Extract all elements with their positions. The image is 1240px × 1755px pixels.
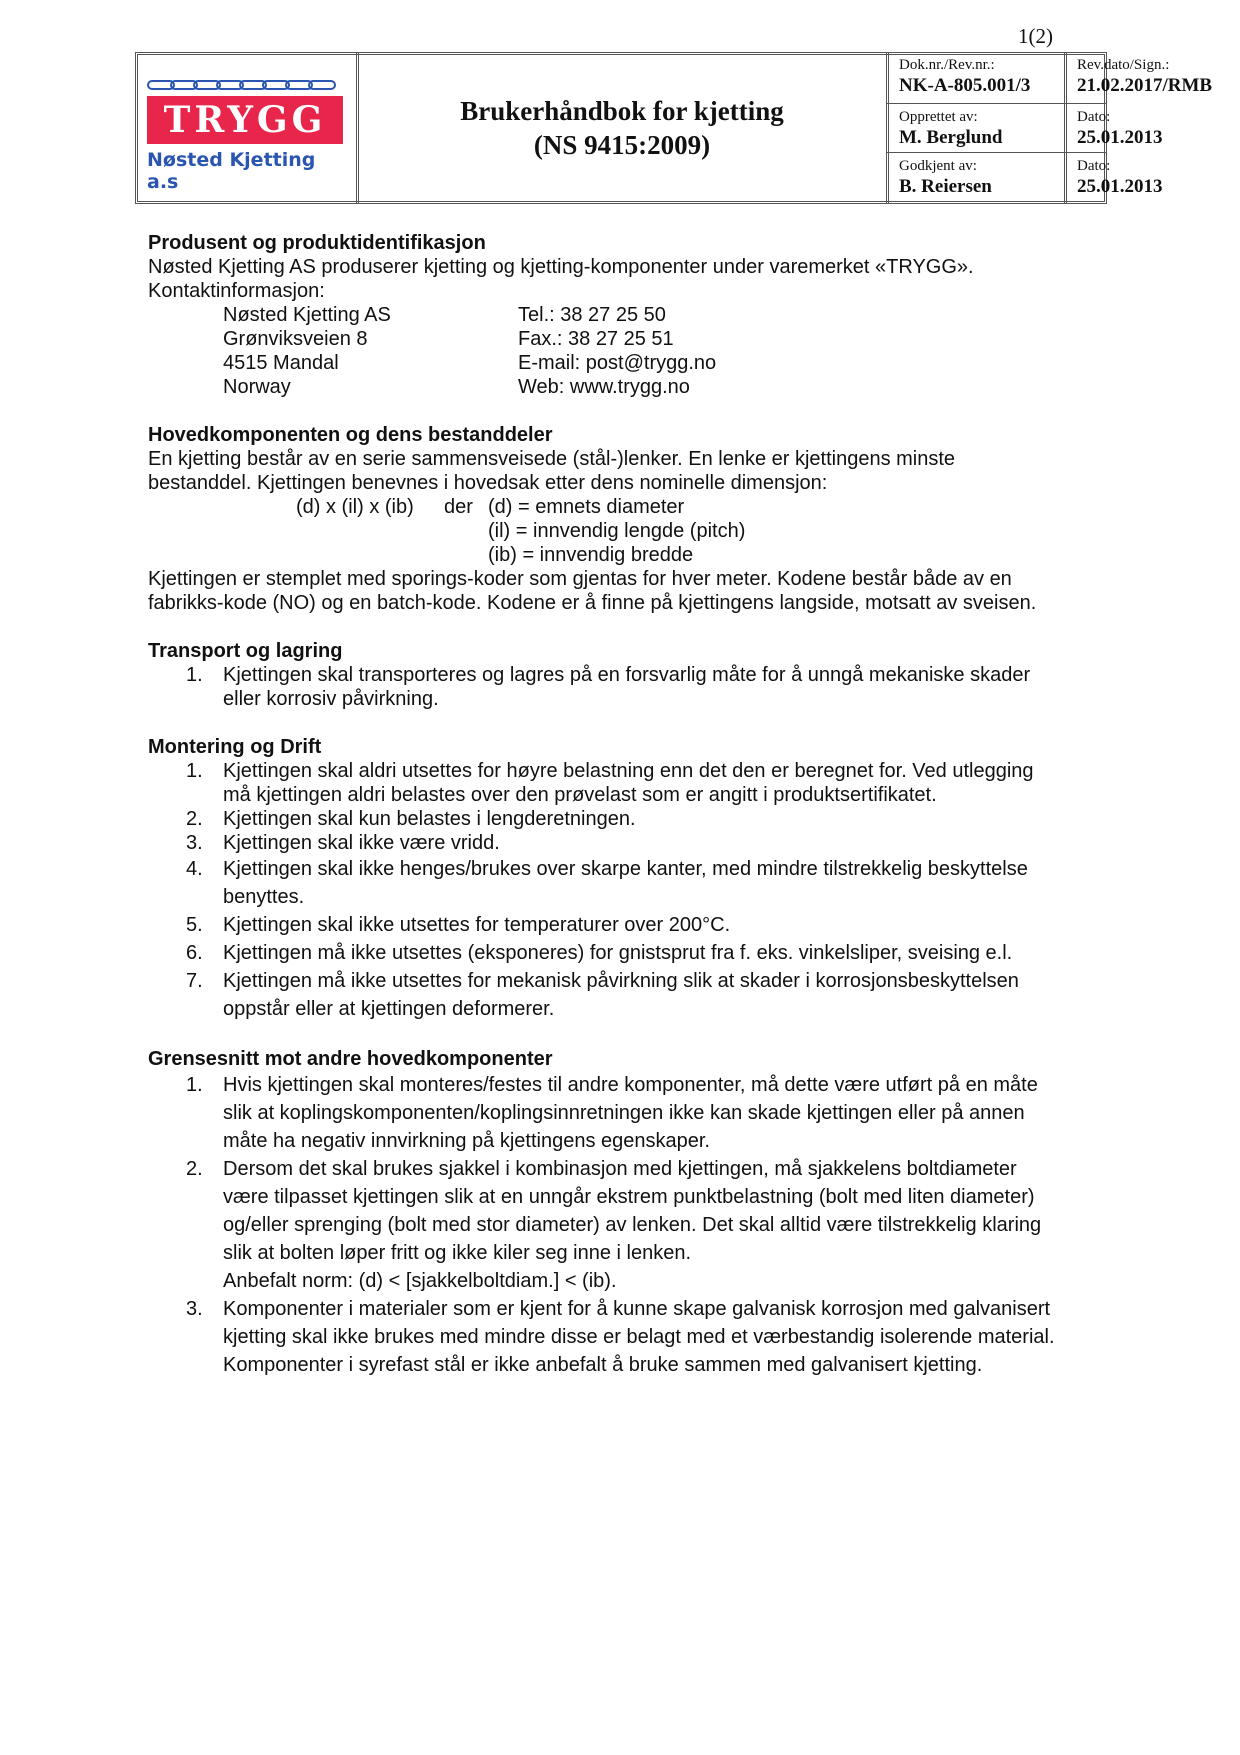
list-text [223,855,1108,911]
doc-number-label: Dok.nr./Rev.nr.: [899,57,995,73]
list-line: kjetting skal ikke brukes med mindre disse er belagt med et værbestandig isolerende material. [223,1326,1055,1348]
list-line: Anbefalt norm: (d) < [sjakkelboltdiam.] < (ib). [223,1270,617,1292]
section-title-transport: Transport og lagring [148,640,343,662]
formula-definition: (d) = emnets diameter [488,496,685,518]
list-item [148,855,1108,911]
dimension-formula [148,495,1108,567]
doc-number-value: NK-A-805.001/3 [899,75,1031,96]
approved-date-label: Dato: [1077,158,1111,174]
approved-by-label: Godkjent av: [899,158,977,174]
list-line: Kjettingen skal ikke henges/brukes over skarpe kanter, med mindre tilstrekkelig beskyttelse [223,858,1028,880]
doc-number-cell [889,52,1064,103]
contact-label: Kontaktinformasjon: [148,280,325,302]
logo [135,52,356,204]
list-item [148,1071,1108,1155]
list-number: 6. [186,942,203,964]
list-line: og/eller sprenging (bolt med stor diameter) av lenken. Det skal alltid være tilstrekkelig klaring [223,1214,1042,1236]
list-text [223,1071,1108,1155]
list-line: Kjettingen må ikke utsettes for mekanisk påvirkning slik at skader i korrosjonsbeskyttelsen [223,970,1019,992]
interface-list [148,1071,1108,1379]
section-title-mounting: Montering og Drift [148,736,322,758]
address-line: Nøsted Kjetting AS [223,304,391,326]
list-line: Kjettingen skal kun belastes i lengderetningen. [223,808,636,830]
list-number: 5. [186,914,203,936]
list-item [148,967,1108,1023]
list-number: 1. [186,664,203,686]
section-title-interface: Grensesnitt mot andre hovedkomponenter [148,1048,553,1070]
list-item [148,1295,1108,1379]
paragraph-line: fabrikks-kode (NO) og en batch-kode. Kodene er å finne på kjettingens langside, motsatt av sveisen. [148,592,1037,614]
list-number: 3. [186,1298,203,1320]
list-text [223,807,1108,831]
paragraph-line: Kjettingen er stemplet med sporings-koder som gjentas for hver meter. Kodene består både av en [148,568,1012,590]
contact-email: E-mail: post@trygg.no [518,352,717,374]
address-line: Norway [223,376,291,398]
contact-web: Web: www.trygg.no [518,376,690,398]
title-line-1: Brukerhåndbok for kjetting [460,96,784,126]
list-line: være tilpasset kjettingen slik at en unngår ekstrem punktbelastning (bolt med liten diameter) [223,1186,1035,1208]
section-title-producer: Produsent og produktidentifikasjon [148,232,486,254]
chain-icon [147,78,343,92]
created-date-cell [1067,104,1240,152]
list-item [148,807,1108,831]
list-text [223,663,1108,711]
address-line: 4515 Mandal [223,352,339,374]
list-item [148,663,1108,711]
rev-date-cell [1067,52,1240,103]
list-line: Kjettingen skal aldri utsettes for høyre belastning enn det den er beregnet for. Ved utlegging [223,760,1034,782]
page-number: 1(2) [1018,24,1053,48]
list-line: Kjettingen skal ikke utsettes for temperaturer over 200°C. [223,914,731,936]
list-number: 7. [186,970,203,992]
title-line-2: (NS 9415:2009) [533,130,711,160]
list-text [223,759,1108,807]
list-line: Komponenter i syrefast stål er ikke anbefalt å bruke sammen med galvanisert kjetting. [223,1354,983,1376]
list-line: Kjettingen skal transporteres og lagres på en forsvarlig måte for å unngå mekaniske skader [223,664,1031,686]
list-line: Kjettingen skal ikke være vridd. [223,832,500,854]
list-line: måte ha negativ innvirkning på kjettingens egenskaper. [223,1130,710,1152]
list-line: slik at koplingskomponenten/koplingsinnretningen ikke kan skade kjettingen eller på annen [223,1102,1025,1124]
list-item [148,939,1108,967]
created-date-value: 25.01.2013 [1077,127,1163,148]
contact-phone: Tel.: 38 27 25 50 [518,304,666,326]
logo-company: Nøsted Kjetting a.s [147,149,316,193]
document-header [135,52,1213,204]
approved-date-value: 25.01.2013 [1077,176,1163,197]
list-number: 2. [186,808,203,830]
list-line: benyttes. [223,886,305,908]
approved-by-cell [889,153,1064,204]
created-date-label: Dato: [1077,109,1111,125]
list-number: 2. [186,1158,203,1180]
list-item [148,759,1108,807]
paragraph-line: bestanddel. Kjettingen benevnes i hovedsak etter dens nominelle dimensjon: [148,472,828,494]
list-line: eller korrosiv påvirkning. [223,688,439,710]
formula-where: der [444,496,473,518]
list-item [148,1155,1108,1295]
contact-info [148,303,1108,399]
created-by-cell [889,104,1064,152]
document-body [148,231,1108,1379]
list-line: Kjettingen må ikke utsettes (eksponeres) for gnistsprut fra f. eks. vinkelsliper, sveising e.l. [223,942,1013,964]
list-item [148,911,1108,939]
approved-by-value: B. Reiersen [899,176,992,197]
created-by-label: Opprettet av: [899,109,978,125]
list-number: 1. [186,760,203,782]
document-title [358,52,886,204]
created-by-value: M. Berglund [899,127,1003,148]
address-line: Grønviksveien 8 [223,328,368,350]
approved-date-cell [1067,153,1240,204]
list-text [223,939,1108,967]
list-text [223,967,1108,1023]
list-number: 4. [186,858,203,880]
formula-definition: (ib) = innvendig bredde [488,544,694,566]
rev-date-label: Rev.dato/Sign.: [1077,57,1170,73]
list-text [223,911,1108,939]
list-text [223,1155,1108,1295]
formula-expression: (d) x (il) x (ib) [296,496,414,518]
list-line: oppstår eller at kjettingen deformerer. [223,998,555,1020]
list-line: Dersom det skal brukes sjakkel i kombinasjon med kjettingen, må sjakkelens boltdiameter [223,1158,1017,1180]
mounting-list [148,759,1108,1023]
list-text [223,1295,1108,1379]
paragraph-line: En kjetting består av en serie sammensveisede (stål-)lenker. En lenke er kjettingens minste [148,448,956,470]
list-number: 1. [186,1074,203,1096]
logo-brand: TRYGG [147,96,343,144]
list-number: 3. [186,832,203,854]
list-line: Hvis kjettingen skal monteres/festes til andre komponenter, må dette være utført på en måte [223,1074,1038,1096]
rev-date-value: 21.02.2017/RMB [1077,75,1213,96]
list-line: må kjettingen aldri belastes over den prøvelast som er angitt i produktsertifikatet. [223,784,937,806]
contact-fax: Fax.: 38 27 25 51 [518,328,674,350]
transport-list [148,663,1108,711]
list-item [148,831,1108,855]
list-line: slik at bolten løper fritt og ikke kiler seg inne i lenken. [223,1242,691,1264]
list-line: Komponenter i materialer som er kjent for å kunne skape galvanisk korrosjon med galvanisert [223,1298,1051,1320]
section-title-main-component: Hovedkomponenten og dens bestanddeler [148,424,553,446]
formula-definition: (il) = innvendig lengde (pitch) [488,520,746,542]
list-text [223,831,1108,855]
producer-intro: Nøsted Kjetting AS produserer kjetting og kjetting-komponenter under varemerket «TRYGG». [148,256,974,278]
